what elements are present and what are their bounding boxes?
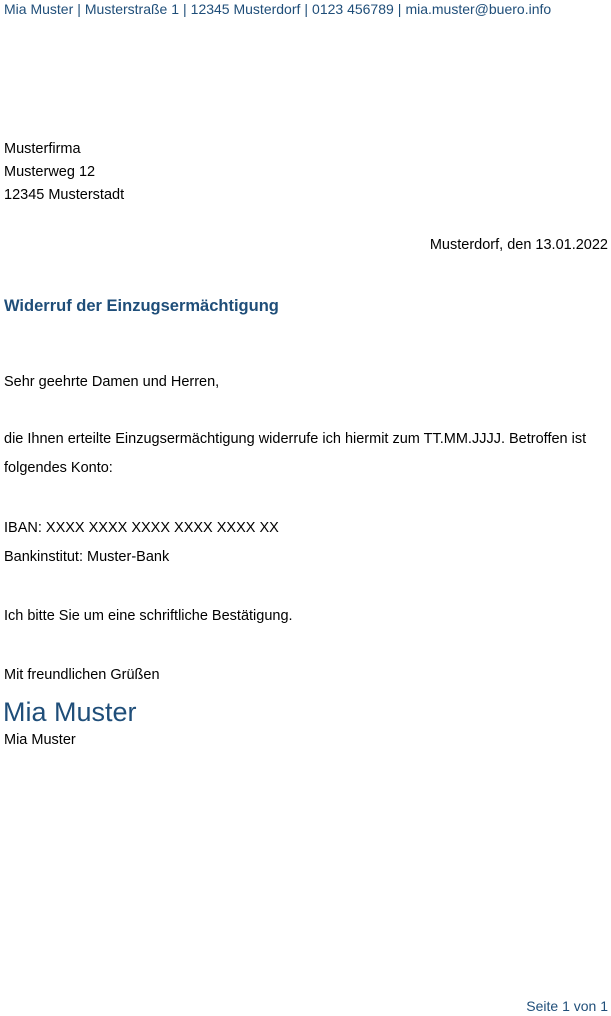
recipient-address: [4, 138, 124, 207]
iban-line: IBAN: XXXX XXXX XXXX XXXX XXXX XX: [4, 520, 279, 536]
closing-line: Mit freundlichen Grüßen: [4, 667, 160, 683]
sender-street: Musterstraße 1: [84, 1, 180, 17]
recipient-company: Musterfirma: [4, 141, 81, 157]
header-separator: |: [304, 1, 309, 17]
salutation: Sehr geehrte Damen und Herren,: [4, 374, 220, 390]
body-paragraph: die Ihnen erteilte Einzugsermächtigung widerrufe ich hiermit zum TT.MM.JJJJ. Betroffen ist folgendes Konto:: [4, 431, 587, 476]
recipient-city: 12345 Musterstadt: [4, 187, 125, 203]
subject-line: Widerruf der Einzugsermächtigung: [4, 297, 279, 315]
recipient-street: Musterweg 12: [4, 164, 96, 180]
header-separator: |: [183, 1, 187, 17]
sender-phone: 0123 456789: [312, 1, 394, 17]
sender-header: [4, 0, 551, 18]
bank-line: Bankinstitut: Muster-Bank: [4, 549, 170, 565]
date-line: Musterdorf, den 13.01.2022: [429, 237, 608, 253]
sender-city: 12345 Musterdorf: [190, 1, 301, 17]
sender-email: mia.muster@buero.info: [405, 1, 552, 17]
signature-script: Mia Muster: [3, 697, 137, 727]
sender-name: Mia Muster: [4, 1, 74, 17]
signature-printed-name: Mia Muster: [4, 732, 76, 748]
request-line: Ich bitte Sie um eine schriftliche Bestätigung.: [4, 608, 293, 624]
header-separator: |: [77, 1, 81, 17]
page-number: Seite 1 von 1: [526, 998, 608, 1014]
header-separator: |: [397, 1, 402, 17]
